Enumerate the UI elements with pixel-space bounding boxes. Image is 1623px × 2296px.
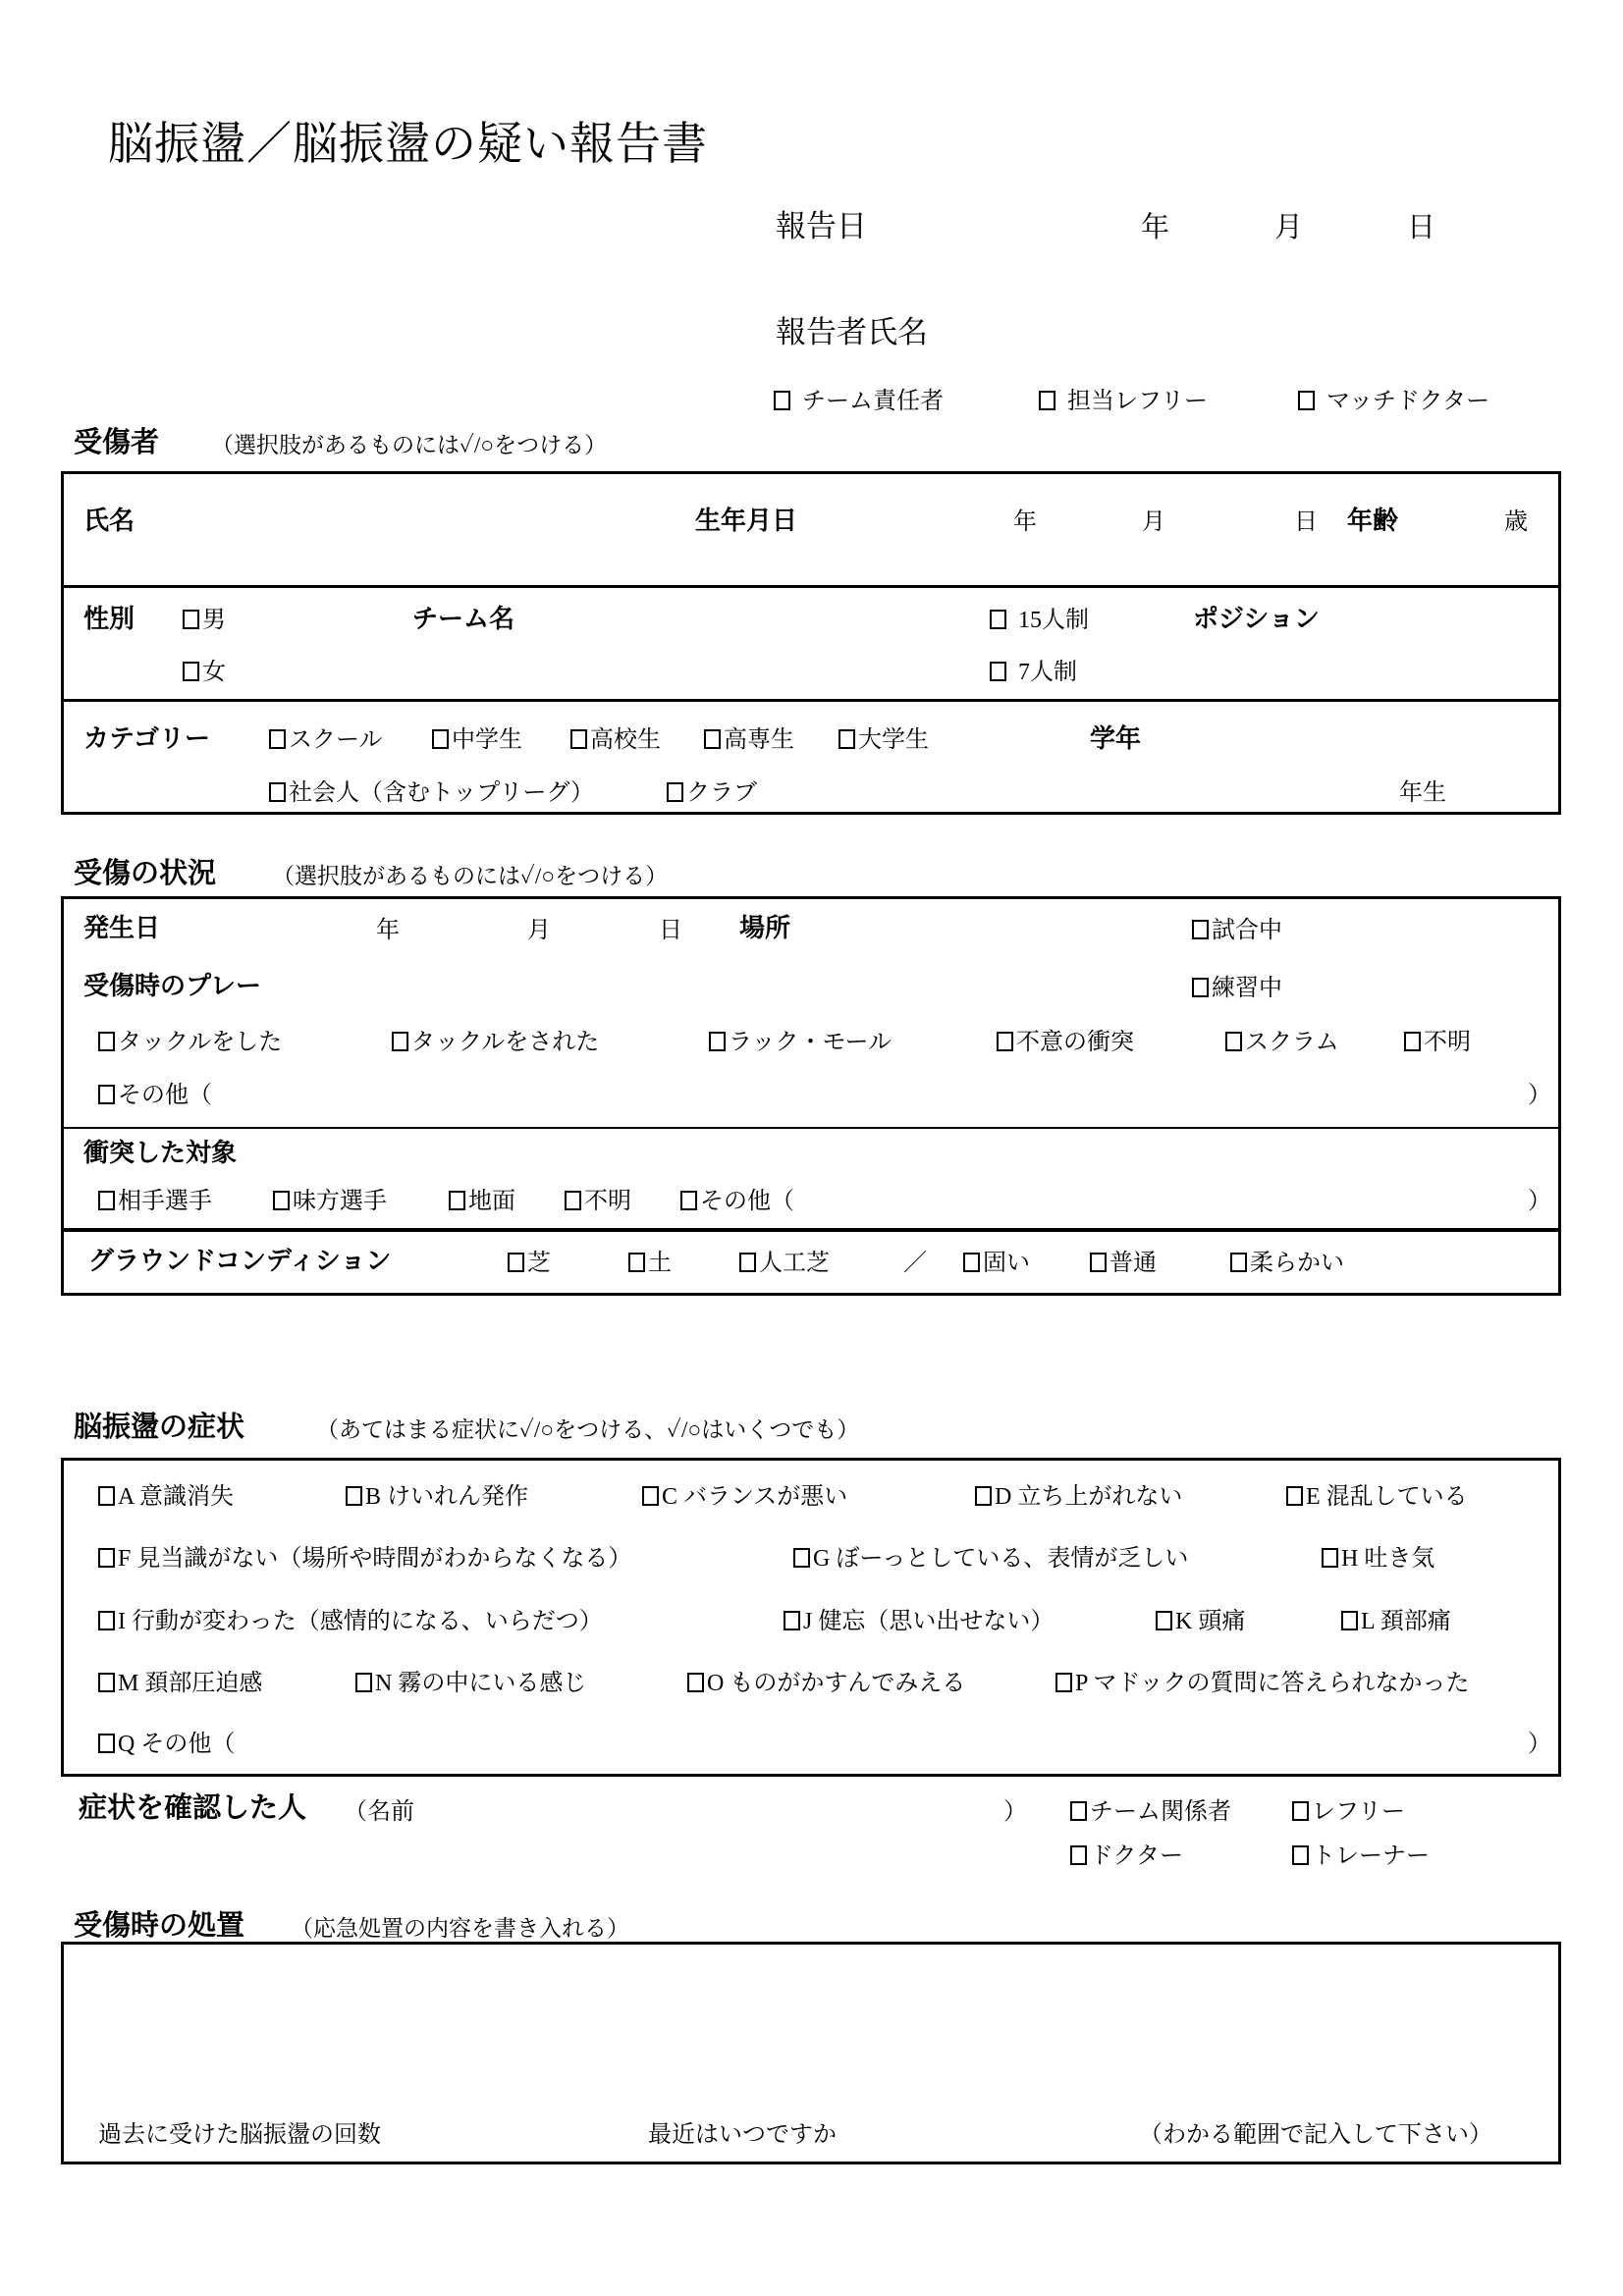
reporter-name-label: 報告者氏名 <box>776 315 928 349</box>
role-option-match-doctor <box>1298 387 1489 416</box>
confirmer-option-team-official <box>1070 1797 1231 1827</box>
play-unknown-label: 不明 <box>1424 1030 1471 1055</box>
checkbox-soft[interactable] <box>1230 1253 1247 1272</box>
confirmed-by-name-close: ） <box>1003 1799 1027 1825</box>
checkbox-ruck-maul[interactable] <box>709 1032 726 1051</box>
confirmer-option-trainer <box>1292 1842 1430 1871</box>
symptom-option-q-other <box>98 1730 235 1759</box>
ground-option-normal <box>1090 1249 1157 1278</box>
situation-divider-1 <box>64 1127 1558 1129</box>
checkbox-team-manager[interactable] <box>774 391 790 410</box>
checkbox-female[interactable] <box>183 662 199 681</box>
format-option-15 <box>990 606 1089 635</box>
gender-option-female <box>183 658 226 687</box>
normal-label: 普通 <box>1109 1251 1157 1276</box>
checkbox-male[interactable] <box>183 610 199 629</box>
checkbox-symptom-f[interactable] <box>98 1548 115 1568</box>
checkbox-hard[interactable] <box>963 1253 980 1272</box>
checkbox-symptom-i[interactable] <box>98 1611 115 1630</box>
play-label: 受傷時のプレー <box>83 971 261 1000</box>
gender-label: 性別 <box>83 604 135 633</box>
treatment-heading-note: （応急処置の内容を書き入れる） <box>291 1916 629 1941</box>
checkbox-scrum[interactable] <box>1225 1032 1242 1051</box>
birth-day-unit: 日 <box>1294 509 1318 535</box>
symptom-option-k <box>1156 1607 1245 1636</box>
victim-table-divider-1 <box>64 585 1558 588</box>
checkbox-made-tackle[interactable] <box>98 1032 115 1051</box>
option-in-match <box>1192 916 1282 945</box>
high-school-label: 高校生 <box>590 727 661 753</box>
place-label: 場所 <box>739 913 791 942</box>
option-in-practice <box>1192 974 1282 1003</box>
symptom-k-label: K 頭痛 <box>1175 1609 1246 1634</box>
junior-high-label: 中学生 <box>452 727 522 753</box>
university-label: 大学生 <box>858 727 929 753</box>
female-label: 女 <box>202 660 226 685</box>
symptom-option-c <box>642 1482 847 1512</box>
occurrence-month-unit: 月 <box>527 918 551 943</box>
ruck-maul-label: ラック・モール <box>729 1030 893 1055</box>
checkbox-confirmer-referee[interactable] <box>1292 1801 1309 1821</box>
role-option-team-manager <box>774 387 944 416</box>
symptoms-heading: 脳振盪の症状 <box>74 1412 245 1443</box>
fifteen-label: 15人制 <box>1018 608 1089 633</box>
in-match-label: 試合中 <box>1212 918 1282 943</box>
symptom-e-label: E 混乱している <box>1306 1484 1468 1510</box>
symptom-option-p <box>1055 1669 1470 1698</box>
symptom-m-label: M 頚部圧迫感 <box>118 1671 263 1696</box>
role-referee-label: 担当レフリー <box>1067 389 1209 414</box>
symptom-other-close-paren: ） <box>1528 1732 1551 1757</box>
past-concussions-label: 過去に受けた脳振盪の回数 <box>98 2122 381 2148</box>
checkbox-normal[interactable] <box>1090 1253 1107 1272</box>
symptom-n-label: N 霧の中にいる感じ <box>375 1671 587 1696</box>
artificial-turf-label: 人工芝 <box>759 1251 830 1276</box>
play-option-tackled-someone <box>98 1028 282 1057</box>
play-option-accidental-collision <box>997 1028 1134 1057</box>
checkbox-opponent-player[interactable] <box>98 1191 115 1210</box>
report-date-label: 報告日 <box>776 209 867 243</box>
victim-heading-note: （選択肢があるものには✓/○をつける） <box>211 433 608 457</box>
doctor-label: ドクター <box>1090 1843 1184 1869</box>
symptom-p-label: P マドックの質問に答えられなかった <box>1075 1671 1470 1696</box>
symptom-option-i <box>98 1607 603 1636</box>
checkbox-symptom-o[interactable] <box>687 1673 704 1692</box>
category-option-kosen <box>704 725 794 755</box>
symptoms-heading-note: （あてはまる症状に✓/○をつける、✓/○はいくつでも） <box>316 1417 860 1442</box>
play-option-scrum <box>1225 1028 1339 1057</box>
birth-month-unit: 月 <box>1142 509 1165 535</box>
club-label: クラブ <box>686 780 757 806</box>
symptom-h-label: H 吐き気 <box>1341 1546 1435 1572</box>
role-team-manager-label: チーム責任者 <box>802 389 944 414</box>
symptom-f-label: F 見当識がない（場所や時間がわからなくなる） <box>118 1546 632 1572</box>
dirt-label: 土 <box>648 1251 672 1276</box>
team-official-label: チーム関係者 <box>1090 1799 1231 1825</box>
collision-unknown-label: 不明 <box>584 1189 631 1214</box>
age-unit: 歳 <box>1504 509 1528 535</box>
checkbox-doctor[interactable] <box>1070 1845 1087 1865</box>
collision-option-teammate <box>273 1187 387 1216</box>
play-option-ruck-maul <box>709 1028 892 1057</box>
grade-label: 学年 <box>1090 723 1142 753</box>
position-label: ポジション <box>1193 604 1320 633</box>
ground-label: 地面 <box>468 1189 515 1214</box>
symptom-option-f <box>98 1544 631 1574</box>
confirmed-by-label: 症状を確認した人 <box>79 1792 307 1824</box>
victim-table <box>61 471 1561 815</box>
checkbox-referee[interactable] <box>1039 391 1055 410</box>
checkbox-symptom-g[interactable] <box>793 1548 810 1568</box>
checkbox-university[interactable] <box>839 729 855 749</box>
adult-label: 社会人（含むトップリーグ） <box>289 780 595 806</box>
soft-label: 柔らかい <box>1250 1251 1344 1276</box>
checkbox-high-school[interactable] <box>570 729 587 749</box>
checkbox-symptom-p[interactable] <box>1055 1673 1072 1692</box>
checkbox-symptom-a[interactable] <box>98 1486 115 1506</box>
confirmer-option-referee <box>1292 1797 1405 1827</box>
checkbox-collision-other[interactable] <box>680 1191 697 1210</box>
ground-condition-label: グラウンドコンディション <box>88 1246 392 1275</box>
checkbox-artificial-turf[interactable] <box>739 1253 756 1272</box>
checkbox-accidental-collision[interactable] <box>997 1032 1013 1051</box>
play-option-unknown <box>1404 1028 1471 1057</box>
symptom-a-label: A 意識消失 <box>118 1484 235 1510</box>
checkbox-symptom-k[interactable] <box>1156 1611 1172 1630</box>
play-other-close-paren: ） <box>1528 1083 1551 1108</box>
checkbox-symptom-j[interactable] <box>784 1611 800 1630</box>
category-option-school <box>269 725 383 755</box>
symptom-option-n <box>355 1669 586 1698</box>
ground-option-grass <box>508 1249 551 1278</box>
checkbox-match-doctor[interactable] <box>1298 391 1315 410</box>
male-label: 男 <box>202 608 226 633</box>
collision-option-unknown <box>565 1187 631 1216</box>
symptom-option-b <box>346 1482 528 1512</box>
victim-heading: 受傷者 <box>74 427 160 458</box>
checkbox-play-unknown[interactable] <box>1404 1032 1421 1051</box>
school-label: スクール <box>289 727 383 753</box>
seven-label: 7人制 <box>1018 660 1077 685</box>
symptom-c-label: C バランスが悪い <box>662 1484 848 1510</box>
category-option-university <box>839 725 929 755</box>
name-label: 氏名 <box>83 506 135 535</box>
collision-option-opponent <box>98 1187 212 1216</box>
role-option-referee <box>1039 387 1208 416</box>
symptom-j-label: J 健忘（思い出せない） <box>803 1609 1055 1634</box>
symptom-option-d <box>975 1482 1182 1512</box>
grade-unit: 年生 <box>1399 780 1446 806</box>
collision-target-label: 衝突した対象 <box>83 1138 238 1167</box>
category-label: カテゴリー <box>83 723 210 753</box>
symptom-option-e <box>1286 1482 1468 1512</box>
role-match-doctor-label: マッチドクター <box>1326 389 1490 414</box>
checkbox-school[interactable] <box>269 729 286 749</box>
ground-option-soft <box>1230 1249 1344 1278</box>
checkbox-team-official[interactable] <box>1070 1801 1087 1821</box>
checkbox-grass[interactable] <box>508 1253 524 1272</box>
category-option-high-school <box>570 725 661 755</box>
was-tackled-label: タックルをされた <box>411 1030 600 1055</box>
symptom-q-label: Q その他（ <box>118 1732 236 1757</box>
symptom-o-label: O ものがかすんでみえる <box>707 1671 966 1696</box>
accidental-collision-label: 不意の衝突 <box>1016 1030 1134 1055</box>
checkbox-kosen[interactable] <box>704 729 721 749</box>
checkbox-in-practice[interactable] <box>1192 978 1209 997</box>
symptom-option-j <box>784 1607 1054 1636</box>
symptom-d-label: D 立ち上がれない <box>995 1484 1183 1510</box>
category-option-adult <box>269 778 594 808</box>
checkbox-symptom-l[interactable] <box>1341 1611 1358 1630</box>
in-practice-label: 練習中 <box>1212 976 1282 1001</box>
category-option-junior-high <box>432 725 522 755</box>
symptom-option-h <box>1322 1544 1434 1574</box>
opponent-player-label: 相手選手 <box>118 1189 212 1214</box>
checkbox-was-tackled[interactable] <box>392 1032 408 1051</box>
checkbox-in-match[interactable] <box>1192 920 1209 939</box>
situation-heading: 受傷の状況 <box>74 858 217 889</box>
occurrence-day-unit: 日 <box>659 918 682 943</box>
play-other-label: その他（ <box>118 1083 212 1108</box>
checkbox-15-a-side[interactable] <box>990 610 1006 629</box>
most-recent-label: 最近はいつですか <box>648 2122 837 2148</box>
checkbox-symptom-e[interactable] <box>1286 1486 1303 1506</box>
report-date-day-unit: 日 <box>1407 212 1436 243</box>
symptom-option-m <box>98 1669 262 1698</box>
collision-option-ground <box>449 1187 515 1216</box>
page-title: 脳振盪／脳振盪の疑い報告書 <box>108 119 708 169</box>
symptom-option-l <box>1341 1607 1451 1636</box>
known-range-note: （わかる範囲で記入して下さい） <box>1139 2122 1492 2148</box>
made-tackle-label: タックルをした <box>118 1030 283 1055</box>
ground-option-artificial-turf <box>739 1249 830 1278</box>
checkbox-ground[interactable] <box>449 1191 465 1210</box>
birth-year-unit: 年 <box>1013 509 1037 535</box>
report-date-month-unit: 月 <box>1274 212 1304 243</box>
symptom-option-a <box>98 1482 234 1512</box>
checkbox-symptom-q[interactable] <box>98 1734 115 1753</box>
checkbox-symptom-c[interactable] <box>642 1486 659 1506</box>
birthdate-label: 生年月日 <box>695 506 798 535</box>
teammate-label: 味方選手 <box>293 1189 387 1214</box>
ground-separator-slash: ／ <box>903 1251 927 1276</box>
checkbox-7-a-side[interactable] <box>990 662 1006 681</box>
hard-label: 固い <box>983 1251 1030 1276</box>
checkbox-dirt[interactable] <box>628 1253 645 1272</box>
kosen-label: 高専生 <box>724 727 794 753</box>
situation-divider-2 <box>64 1228 1558 1232</box>
ground-option-dirt <box>628 1249 672 1278</box>
ground-option-hard <box>963 1249 1030 1278</box>
symptom-l-label: L 頚部痛 <box>1361 1609 1451 1634</box>
treatment-heading: 受傷時の処置 <box>74 1910 245 1942</box>
situation-heading-note: （選択肢があるものには✓/○をつける） <box>272 864 669 888</box>
scrum-label: スクラム <box>1245 1030 1339 1055</box>
confirmer-option-doctor <box>1070 1842 1183 1871</box>
symptom-option-g <box>793 1544 1188 1574</box>
checkbox-club[interactable] <box>667 782 683 802</box>
occurrence-date-label: 発生日 <box>83 913 161 942</box>
report-date-year-unit: 年 <box>1141 212 1170 243</box>
play-option-was-tackled <box>392 1028 599 1057</box>
grass-label: 芝 <box>527 1251 551 1276</box>
checkbox-symptom-m[interactable] <box>98 1673 115 1692</box>
checkbox-adult[interactable] <box>269 782 286 802</box>
checkbox-symptom-b[interactable] <box>346 1486 362 1506</box>
collision-other-label: その他（ <box>700 1189 794 1214</box>
confirmer-referee-label: レフリー <box>1312 1799 1406 1825</box>
symptom-b-label: B けいれん発作 <box>365 1484 529 1510</box>
checkbox-play-other[interactable] <box>98 1085 115 1104</box>
checkbox-symptom-n[interactable] <box>355 1673 372 1692</box>
collision-option-other <box>680 1187 794 1216</box>
gender-option-male <box>183 606 226 635</box>
checkbox-junior-high[interactable] <box>432 729 449 749</box>
symptom-option-o <box>687 1669 965 1698</box>
checkbox-trainer[interactable] <box>1292 1845 1309 1865</box>
checkbox-symptom-d[interactable] <box>975 1486 992 1506</box>
category-option-club <box>667 778 757 808</box>
team-name-label: チーム名 <box>412 604 515 633</box>
checkbox-symptom-h[interactable] <box>1322 1548 1338 1568</box>
age-label: 年齢 <box>1347 506 1399 535</box>
victim-table-divider-2 <box>64 699 1558 702</box>
checkbox-teammate[interactable] <box>273 1191 290 1210</box>
trainer-label: トレーナー <box>1312 1843 1430 1869</box>
format-option-7 <box>990 658 1077 687</box>
occurrence-year-unit: 年 <box>376 918 400 943</box>
symptom-g-label: G ぼーっとしている、表情が乏しい <box>813 1546 1189 1572</box>
confirmed-by-name-open: （名前 <box>344 1799 414 1825</box>
symptom-i-label: I 行動が変わった（感情的になる、いらだつ） <box>118 1609 603 1634</box>
play-option-other <box>98 1081 212 1110</box>
checkbox-collision-unknown[interactable] <box>565 1191 581 1210</box>
situation-table <box>61 896 1561 1296</box>
collision-other-close-paren: ） <box>1528 1189 1551 1214</box>
